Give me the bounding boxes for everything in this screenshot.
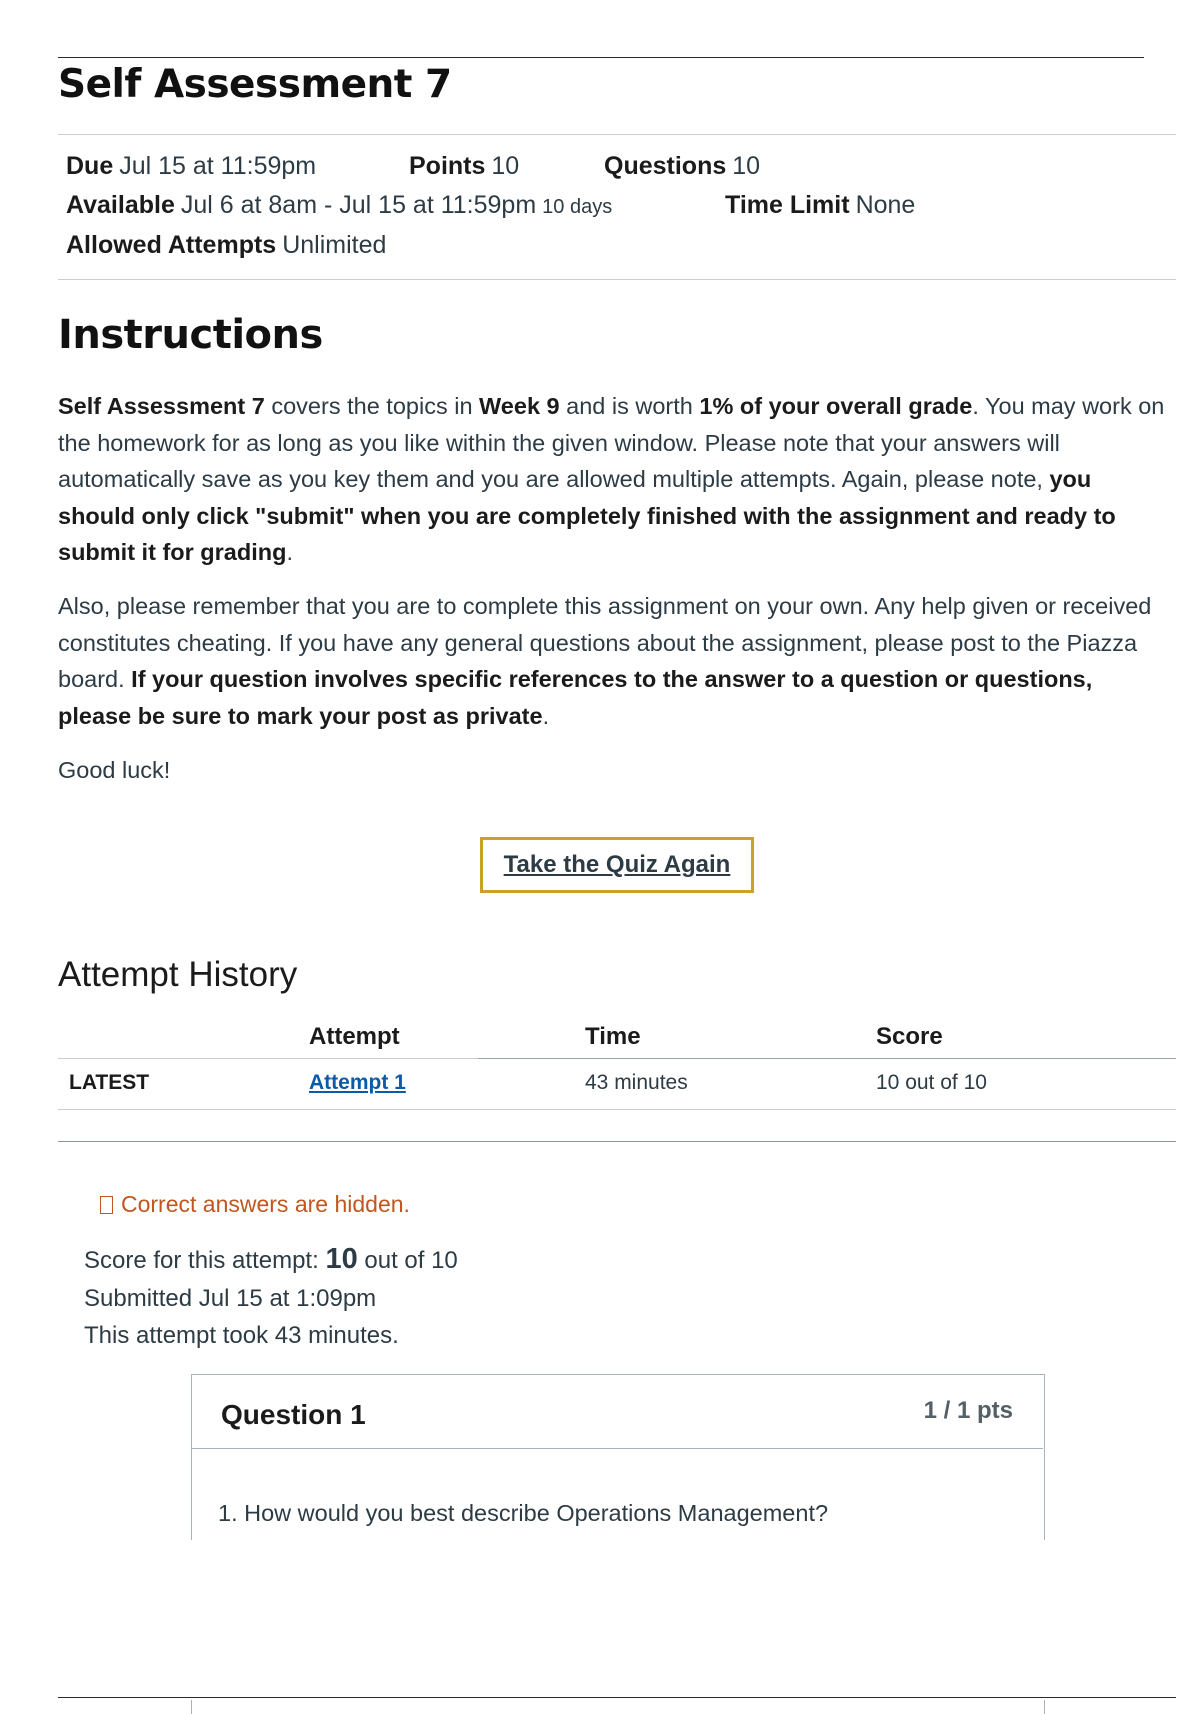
due-detail [66,152,316,181]
attempts-detail [66,231,386,260]
score-suffix: out of 10 [357,1247,458,1274]
instr2-text-1: Also, please remember that you are to complete this assignment on your own. Any help given or received constitutes cheating. If you have any general questions about the assignment, please post to the Piazza board. [58,593,1152,692]
column-header-score: Score [876,1023,943,1050]
bottom-rule [58,1697,1176,1698]
questions-value: 10 [732,152,761,180]
attempts-value: Unlimited [282,231,387,259]
instructions-paragraph-3: Good luck! [58,757,171,783]
instr-text-2: and is worth [559,393,700,419]
instr-text-3: . You may work on the homework for as long as you like within the given window. Please note that your answers will automatically save as you key them and you are allowed multiple attempts. Again, please note, [58,393,1165,492]
instr-bold-2: Week 9 [479,393,560,419]
column-header-time: Time [585,1023,641,1050]
available-duration: 10 days [542,196,613,218]
instr-text-1: covers the topics in [264,393,480,419]
instructions-paragraph-2 [58,588,1168,734]
attempt-duration: This attempt took 43 minutes. [84,1322,399,1349]
details-top-rule [58,134,1176,135]
submitted-timestamp: Submitted Jul 15 at 1:09pm [84,1285,377,1312]
instr2-text-2: . [542,702,550,729]
points-label: Points [409,152,486,180]
instr-bold-3: 1% of your overall grade [699,393,973,419]
question-points: 1 / 1 pts [923,1397,1013,1424]
score-value: 10 [325,1243,358,1275]
question-header [192,1375,1043,1449]
time-limit-label: Time Limit [725,191,850,219]
attempt-time: 43 minutes [585,1071,688,1094]
available-detail [66,191,612,220]
instructions-paragraph-1 [58,388,1168,571]
page-title: Self Assessment 7 [58,62,452,107]
question-title: Question 1 [221,1399,366,1430]
due-label: Due [66,152,114,180]
time-limit-value: None [855,191,916,219]
top-rule [58,57,1144,58]
due-value: Jul 15 at 11:59pm [119,152,317,180]
latest-tag: LATEST [69,1071,150,1094]
take-quiz-again-button[interactable]: Take the Quiz Again [480,837,754,893]
score-prefix: Score for this attempt: [84,1247,326,1274]
instr-bold-1: Self Assessment 7 [58,393,265,419]
available-label: Available [66,191,175,219]
table-header-rule-right [478,1058,1176,1059]
hidden-note-text: Correct answers are hidden. [121,1191,410,1217]
attempt-score-summary [84,1243,458,1276]
attempts-label: Allowed Attempts [66,231,277,259]
attempt-score: 10 out of 10 [876,1071,987,1094]
page-bottom-margin [0,1540,1200,1700]
attempt-history-heading: Attempt History [58,955,298,994]
points-value: 10 [491,152,520,180]
question-text: 1. How would you best describe Operations Management? [218,1500,829,1526]
questions-label: Questions [604,152,727,180]
details-bottom-rule [58,279,1176,280]
table-header-rule-left [58,1058,478,1059]
questions-detail [604,152,760,181]
instr-bold-4: you should only click "submit" when you are completely finished with the assignment and ready to submit it for grading [58,466,1116,565]
attempt-1-link[interactable]: Attempt 1 [309,1071,406,1094]
table-row-rule [58,1109,1176,1110]
warning-icon [100,1196,113,1214]
instr2-bold-1: If your question involves specific references to the answer to a question or questions, please be sure to mark your post as private [58,666,1093,729]
available-value: Jul 6 at 8am - Jul 15 at 11:59pm [180,191,537,219]
time-limit-detail [725,191,915,220]
column-header-attempt: Attempt [309,1023,400,1050]
points-detail [409,152,519,181]
instr-text-4: . [286,539,293,565]
correct-answers-hidden-note [100,1191,410,1218]
results-rule [58,1141,1176,1142]
instructions-heading: Instructions [58,312,323,358]
